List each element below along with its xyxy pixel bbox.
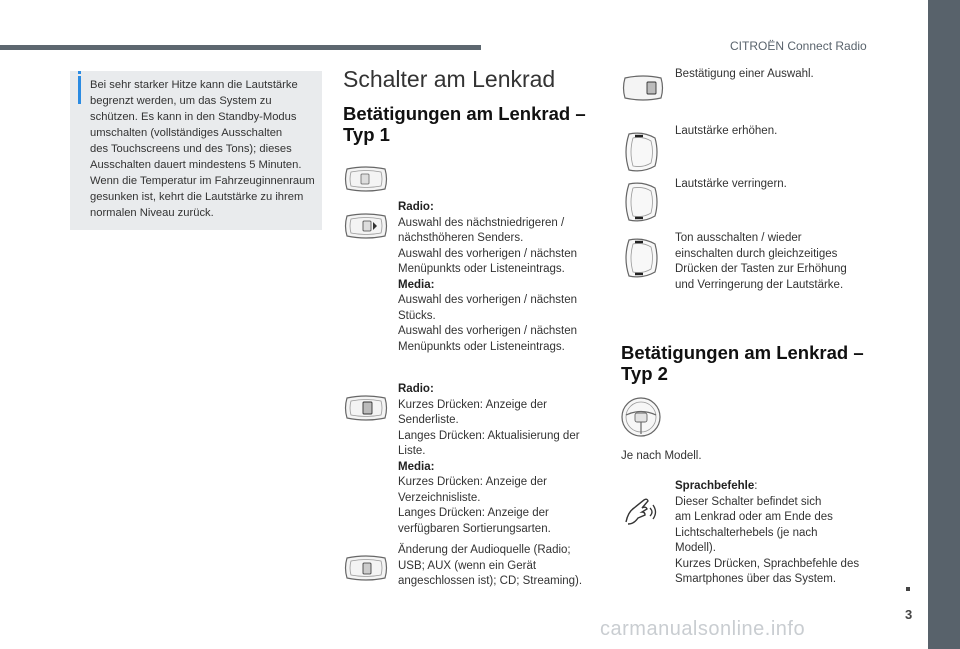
type1-item1-text: Radio: Auswahl des nächstniedrigeren / nächsthöheren Senders. Auswahl des vorherigen / nächsten Menüpunkts oder Listeneintrags. Media: Auswahl des vorherigen / nächsten Stücks. Auswahl des vorherigen / nächsten Menüpunkts oder Listeneintrags. xyxy=(398,201,577,353)
type1-item2-text: Radio: Kurzes Drücken: Anzeige der Senderliste. Langes Drücken: Aktualisierung der Liste. Media: Kurzes Drücken: Anzeige der Verzeichnisliste. Langes Drücken: Anzeige der verfügbaren Sortierungsarten. xyxy=(398,383,580,535)
watermark: carmanualsonline.info xyxy=(600,618,806,640)
steering-control-icon xyxy=(343,164,389,194)
mute-control-icon xyxy=(621,236,661,280)
page-number: 3 xyxy=(905,607,913,622)
voice-command-icon xyxy=(622,498,658,526)
model-note: Je nach Modell. xyxy=(621,450,702,462)
type1-item3-text: Änderung der Audioquelle (Radio; USB; AUX (wenn ein Gerät angeschlossen ist); CD; Streaming). xyxy=(398,544,583,587)
voice-command-text: Sprachbefehle: Dieser Schalter befindet sich am Lenkrad oder am Ende des Lichtschalterhebels (je nach Modell). Kurzes Drücken, Sprachbefehle des Smartphones über das System. xyxy=(675,480,860,585)
page-title: Schalter am Lenkrad xyxy=(343,66,556,92)
confirm-text: Bestätigung einer Auswahl. xyxy=(675,68,814,80)
volume-up-text: Lautstärke erhöhen. xyxy=(675,125,778,137)
brand-header: CITROËN Connect Radio xyxy=(730,39,867,53)
confirm-control-icon xyxy=(621,73,665,103)
side-tab xyxy=(928,0,960,649)
volume-down-text: Lautstärke verringern. xyxy=(675,178,787,190)
info-note-text: Bei sehr starker Hitze kann die Lautstärke begrenzt werden, um das System zu schützen. Es kann in den Standby-Modus umschalten (vollständiges Ausschalten des Touchscreens und des Tons); dieses Ausschalten dauert mindestens 5 Minuten. Wenn die Temperatur im Fahrzeuginnenraum gesunken ist, kehrt die Lautstärke zu ihrem normalen Niveau zurück. xyxy=(90,79,315,219)
control-press-icon xyxy=(343,393,389,423)
steering-wheel-icon xyxy=(620,396,662,438)
control-source-icon xyxy=(343,553,389,583)
info-icon xyxy=(78,76,81,104)
volume-up-icon xyxy=(621,130,661,174)
info-icon-dot xyxy=(78,71,81,74)
section-heading-type2: Betätigungen am Lenkrad – Typ 2 xyxy=(621,342,864,384)
section-heading-type1: Betätigungen am Lenkrad – Typ 1 xyxy=(343,103,586,145)
header-rule xyxy=(0,45,481,50)
control-scroll-icon xyxy=(343,211,389,241)
page-marker xyxy=(906,587,910,591)
volume-down-icon xyxy=(621,180,661,224)
mute-text: Ton ausschalten / wieder einschalten durch gleichzeitiges Drücken der Tasten zur Erhöhung und Verringerung der Lautstärke. xyxy=(675,232,847,291)
